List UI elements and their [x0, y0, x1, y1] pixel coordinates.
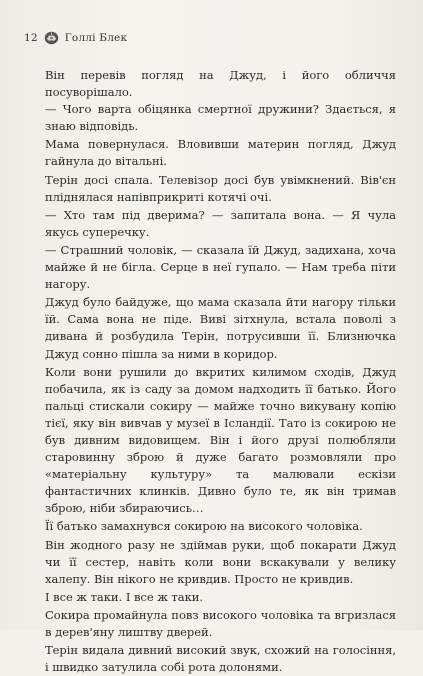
paragraph: Терін видала дивний високий звук, схожий на голосіння, і швидко затулила собі рота долонями. [45, 643, 396, 675]
paragraph: Сокира промайнула повз високого чоловіка та вгризлася в дерев'яну лиштву дверей. [45, 607, 396, 639]
paragraph: Він перевів погляд на Джуд, і його обличчя посуворішало. [45, 68, 396, 100]
running-header [24, 30, 127, 46]
paragraph: І все ж таки. І все ж таки. [45, 589, 204, 604]
paragraph: Терін досі спала. Телевізор досі був увімкнений. Вів'єн пліднялася напівприкриті котячі очі. [45, 172, 396, 204]
paragraph: Він жодного разу не здіймав руки, щоб покарати Джуд чи її сестер, навіть коли вони вскакували у велику халепу. Він нікого не кривдив. Просто не кривдив. [45, 537, 396, 586]
paragraph: — Чого варта обіцянка смертної дружини? Здається, я знаю відповідь. [45, 102, 396, 134]
paragraph: Джуд було байдуже, що мама сказала йти нагору тільки їй. Сама вона не піде. Виві зітхнула, встала поволі з дивана й розбудила Терін, потрусивши її. Близнючка Джуд сонно пішла за ними в коридор. [45, 295, 396, 361]
body-text [45, 67, 396, 676]
page-number: 12 [24, 32, 38, 44]
paragraph: Коли вони рушили до вкритих килимом сходів, Джуд побачила, як із саду за домом надходить її батько. Його пальці стискали сокиру — майже точно викувану копію тієї, яку він вивчав у музеї в Ісландії. Тато із сокирою не був дивним видовищем. Він і його друзі полюбляли старовинну зброю й дуже багато розмовляли про «матеріальну культуру» та малювали ескізи фантастичних клинків. Дивно було те, як він тримав зброю, ніби збираючись… [45, 364, 396, 516]
paragraph: Її батько замахнувся сокирою на високого чоловіка. [45, 519, 363, 534]
running-title: Голлі Блек [64, 32, 128, 44]
rose-emblem-icon [44, 31, 59, 45]
paragraph: — Страшний чоловік, — сказала їй Джуд, задихана, хоча майже й не бігла. Серце в неї гупало. — Нам треба піти нагору. [45, 242, 396, 292]
paragraph: — Хто там під дверима? — запитала вона. — Я чула якусь суперечку. [45, 207, 396, 239]
paragraph: Мама повернулася. Вловивши материн погляд, Джуд гайнула до вітальні. [45, 137, 396, 169]
